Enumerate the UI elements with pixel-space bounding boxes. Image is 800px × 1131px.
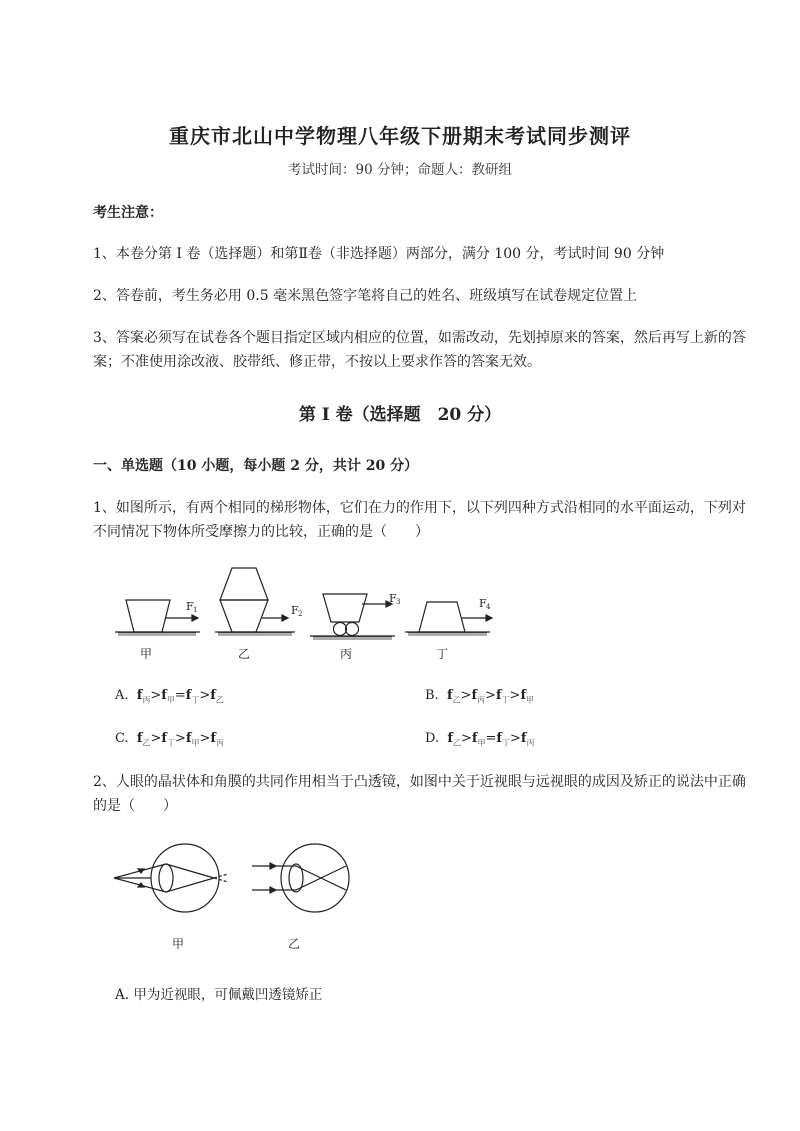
force-f1-label: F <box>186 600 194 613</box>
q2-figure <box>110 840 370 950</box>
force-f3-label: F <box>389 592 397 605</box>
force-f4-label: F <box>479 597 487 610</box>
force-f2-label: F <box>291 604 299 617</box>
q1-figure <box>110 560 500 665</box>
fig-label-jia-eye: 甲 <box>172 937 185 950</box>
notice-item-1: 1、本卷分第 I 卷（选择题）和第Ⅱ卷（非选择题）两部分，满分 100 分，考试时间 90 分钟 <box>93 246 665 262</box>
q2-stem: 2、人眼的晶状体和角膜的共同作用相当于凸透镜，如图中关于近视眼与远视眼的成因及矫正的说法中正确的是（ ） <box>93 774 746 814</box>
part-heading: 一、单选题（10 小题，每小题 2 分，共计 20 分） <box>93 458 419 474</box>
force-f1-sub: 1 <box>193 606 198 614</box>
notice-heading: 考生注意： <box>93 205 163 221</box>
q1-option-d[interactable]: D. $f_乙>f_甲=f_丁>f_丙$ <box>425 731 535 748</box>
exam-info: 考试时间：90 分钟；命题人：教研组 <box>288 162 512 178</box>
fig-label-bing: 丙 <box>340 647 353 661</box>
q2-option-a[interactable]: A. 甲为近视眼，可佩戴凹透镜矫正 <box>115 987 323 1003</box>
notice-item-3: 3、答案必须写在试卷各个题目指定区域内相应的位置，如需改动，先划掉原来的答案，然后再写上新的答案；不准使用涂改液、胶带纸、修正带，不按以上要求作答的答案无效。 <box>93 330 746 370</box>
q1-option-c[interactable]: C. $f_乙>f_丁>f_甲>f_丙$ <box>115 731 224 748</box>
q1-option-a[interactable]: A. $f_丙>f_甲=f_丁>f_乙$ <box>115 688 224 705</box>
fig-label-yi: 乙 <box>238 647 251 661</box>
force-f2-sub: 2 <box>298 610 303 618</box>
fig-label-jia: 甲 <box>140 647 153 661</box>
force-f4-sub: 4 <box>486 603 491 611</box>
fig-label-yi-eye: 乙 <box>288 937 301 950</box>
section-title: 第 I 卷（选择题 20 分） <box>298 405 502 425</box>
force-f3-sub: 3 <box>396 598 401 606</box>
fig-label-ding: 丁 <box>436 647 449 661</box>
notice-item-2: 2、答卷前，考生务必用 0.5 毫米黑色签字笔将自己的姓名、班级填写在试卷规定位置上 <box>93 288 638 304</box>
q1-option-b[interactable]: B. $f_乙>f_丙>f_丁>f_甲$ <box>425 688 535 705</box>
page-title: 重庆市北山中学物理八年级下册期末考试同步测评 <box>169 124 631 148</box>
q1-stem: 1、如图所示，有两个相同的梯形物体，它们在力的作用下，以下列四种方式沿相同的水平面运动，下列对不同情况下物体所受摩擦力的比较，正确的是（ ） <box>93 500 746 540</box>
